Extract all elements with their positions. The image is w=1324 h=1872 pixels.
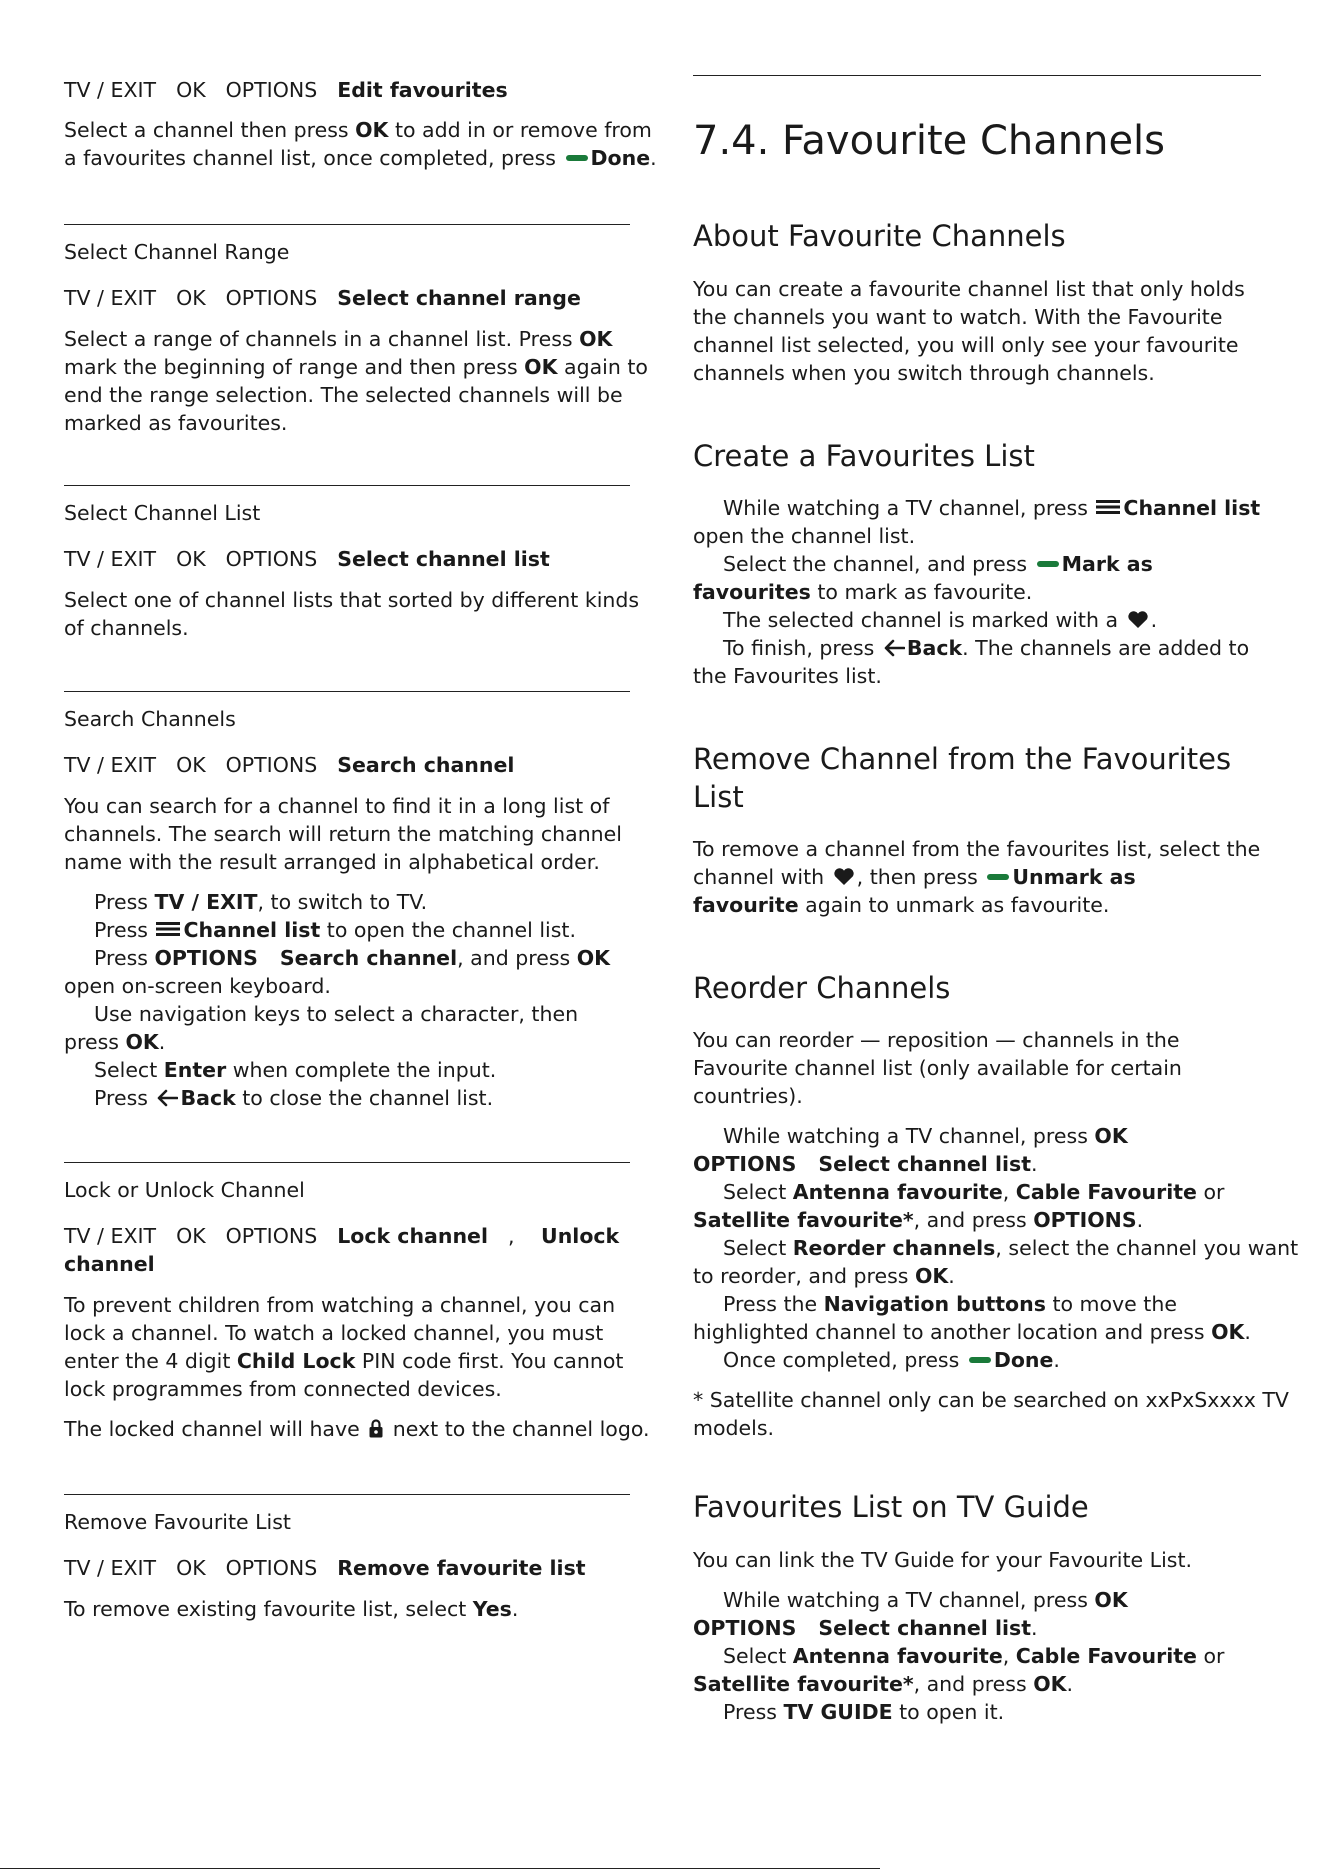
text-run: TV GUIDE (783, 1700, 893, 1724)
lock-text-1: To prevent children from watching a channel, you can (64, 1293, 616, 1317)
text-run: Reorder channels (792, 1236, 996, 1260)
text-run: to move the (1045, 1292, 1177, 1316)
text-run: Select channel list (818, 1152, 1031, 1176)
green-key-icon (969, 1357, 991, 1363)
create-step-2-cont (693, 578, 1261, 606)
remove-list-text (64, 1595, 630, 1623)
text-run: Select the channel, and press (723, 552, 1034, 576)
text-run: press (64, 1030, 126, 1054)
text-run: next to the channel logo. (386, 1417, 650, 1441)
text-run: favourites (693, 580, 811, 604)
text-run: TV / EXIT (64, 78, 157, 102)
text-run: Press (94, 890, 155, 914)
text-run: Antenna favourite (792, 1180, 1003, 1204)
search-step-4: Use navigation keys to select a character, then (94, 1002, 579, 1026)
select-list-heading: Select Channel List (64, 501, 261, 525)
text-run: Select channel range (337, 286, 581, 310)
green-key-icon (566, 155, 588, 161)
text-run: TV / EXIT (64, 286, 157, 310)
create-step-3 (693, 606, 1261, 634)
text-run: TV / EXIT (64, 753, 157, 777)
text-run: OK (1211, 1320, 1245, 1344)
text-run: TV / EXIT (154, 890, 258, 914)
text-run: OK (176, 1224, 206, 1248)
footer-rule (0, 1868, 880, 1869)
text-run: . (1031, 1616, 1038, 1640)
text-run: OPTIONS (225, 1556, 318, 1580)
text-run: Remove favourite list (337, 1556, 586, 1580)
text-run: favourite (693, 893, 799, 917)
chapter-rule (693, 75, 1261, 76)
text-run: . (511, 1597, 519, 1621)
text-run: OPTIONS (225, 1224, 318, 1248)
text-run: . (1066, 1672, 1074, 1696)
text-run: Select a range of channels in a channel list. Press (64, 327, 580, 351)
remove-text-1: To remove a channel from the favourites list, select the (693, 837, 1261, 861)
lock-text-5 (64, 1415, 650, 1443)
lock-path (64, 1222, 630, 1250)
text-run: OPTIONS (154, 946, 258, 970)
text-run: Back (906, 636, 963, 660)
text-run: OK (579, 327, 613, 351)
text-run: , then press (856, 865, 985, 889)
text-run: OK (125, 1030, 159, 1054)
text-run: OPTIONS (693, 1152, 797, 1176)
lock-heading: Lock or Unlock Channel (64, 1178, 305, 1202)
text-run: Once completed, press (723, 1348, 966, 1372)
reorder-note-2: models. (693, 1416, 775, 1440)
text-run: , and press (457, 946, 577, 970)
text-run: Satellite favourite* (693, 1672, 914, 1696)
reorder-step-5 (693, 1346, 1261, 1374)
text-run: again to (557, 355, 648, 379)
search-text-3: name with the result arranged in alphabetical order. (64, 850, 600, 874)
text-run: OPTIONS (225, 286, 318, 310)
lock-text-3 (64, 1347, 630, 1375)
search-step-2 (64, 916, 630, 944)
text-run: While watching a TV channel, press (723, 496, 1095, 520)
heart-icon (1127, 610, 1149, 629)
search-step-3 (64, 944, 630, 972)
search-step-3-cont: open on-screen keyboard. (64, 974, 331, 998)
text-run: Done (993, 1348, 1054, 1372)
lock-text-2: lock a channel. To watch a locked channel, you must (64, 1321, 604, 1345)
text-run: OK (524, 355, 558, 379)
text-run: . (158, 1030, 166, 1054)
divider (64, 1162, 630, 1163)
about-text-4: channels when you switch through channels. (693, 361, 1155, 385)
text-run: While watching a TV channel, press (723, 1588, 1095, 1612)
search-step-1 (64, 888, 630, 916)
select-list-text-1: Select one of channel lists that sorted by different kinds (64, 588, 640, 612)
search-text-1: You can search for a channel to find it in a long list of (64, 794, 610, 818)
search-step-6 (64, 1084, 630, 1112)
text-run: , (508, 1224, 522, 1248)
select-range-heading: Select Channel Range (64, 240, 290, 264)
select-range-text-3: end the range selection. The selected channels will be (64, 383, 623, 407)
text-run: , and press (913, 1672, 1034, 1696)
tvguide-step-3 (693, 1698, 1261, 1726)
tvguide-step-2 (693, 1642, 1261, 1670)
select-range-text-2 (64, 353, 648, 381)
text-run: Press (94, 946, 155, 970)
menu-list-icon (156, 921, 180, 937)
tvguide-heading: Favourites List on TV Guide (693, 1490, 1089, 1524)
text-run: Unmark as (1012, 865, 1136, 889)
text-run: OK (576, 946, 611, 970)
text-run: While watching a TV channel, press (723, 1124, 1095, 1148)
text-run: Channel list (1123, 496, 1261, 520)
reorder-text-2: Favourite channel list (only available for certain (693, 1056, 1182, 1080)
reorder-text-3: countries). (693, 1084, 803, 1108)
remove-heading-1: Remove Channel from the Favourites (693, 742, 1232, 776)
text-run: Press (94, 918, 155, 942)
text-run: . (948, 1264, 955, 1288)
lock-icon (369, 1418, 383, 1438)
select-list-text-2: of channels. (64, 616, 189, 640)
text-run: , and press (913, 1208, 1034, 1232)
text-run: OK (914, 1264, 949, 1288)
text-run: Unlock (541, 1224, 620, 1248)
create-heading: Create a Favourites List (693, 439, 1035, 473)
back-arrow-icon (883, 639, 905, 657)
text-run: Select channel list (818, 1616, 1031, 1640)
about-heading: About Favourite Channels (693, 219, 1066, 253)
text-run: Lock channel (337, 1224, 488, 1248)
text-run: . (650, 146, 657, 170)
remove-text-3 (693, 891, 1261, 919)
back-arrow-icon (156, 1089, 178, 1107)
create-step-4-cont: the Favourites list. (693, 664, 882, 688)
text-run: Select a channel then press (64, 118, 356, 142)
text-run: OK (1094, 1588, 1128, 1612)
text-run: mark the beginning of range and then press (64, 355, 525, 379)
text-run: OK (1033, 1672, 1067, 1696)
text-run: To remove existing favourite list, select (64, 1597, 473, 1621)
search-step-4-cont (64, 1028, 630, 1056)
create-step-1 (693, 494, 1261, 522)
text-run: to close the channel list. (235, 1086, 494, 1110)
text-run: Back (180, 1086, 236, 1110)
text-run: , select the channel you want (995, 1236, 1299, 1260)
lock-text-4: lock programmes from connected devices. (64, 1377, 502, 1401)
text-run: OK (176, 1556, 206, 1580)
search-path (64, 751, 630, 779)
search-text-2: channels. The search will return the matching channel (64, 822, 622, 846)
text-run: Antenna favourite (792, 1644, 1003, 1668)
divider (64, 691, 630, 692)
divider (64, 224, 630, 225)
divider (64, 1494, 630, 1495)
select-range-text-1 (64, 325, 630, 353)
edit-favourites-text-1 (64, 116, 652, 144)
text-run: Cable Favourite (1015, 1180, 1197, 1204)
reorder-step-1 (693, 1122, 1261, 1150)
text-run: OPTIONS (1033, 1208, 1137, 1232)
menu-list-icon (1096, 499, 1120, 515)
text-run: channel with (693, 865, 831, 889)
text-run: to open the channel list. (320, 918, 576, 942)
text-run: OK (176, 547, 206, 571)
text-run: to open it. (892, 1700, 1005, 1724)
text-run: OPTIONS (225, 547, 318, 571)
create-step-2 (693, 550, 1261, 578)
text-run: or (1196, 1644, 1225, 1668)
heart-icon (833, 867, 855, 886)
text-run: The selected channel is marked with a (723, 608, 1125, 632)
text-run: OPTIONS (693, 1616, 797, 1640)
reorder-step-3-cont (693, 1262, 1261, 1290)
text-run: . (1244, 1320, 1251, 1344)
text-run: Select (723, 1644, 793, 1668)
text-run: OK (355, 118, 389, 142)
text-run: or (1196, 1180, 1225, 1204)
reorder-step-1-cont (693, 1150, 1261, 1178)
text-run: PIN code first. You cannot (355, 1349, 624, 1373)
text-run: OK (176, 753, 206, 777)
tvguide-step-2-cont (693, 1670, 1261, 1698)
lock-path-cont: channel (64, 1252, 155, 1276)
text-run: TV / EXIT (64, 1224, 157, 1248)
reorder-step-2 (693, 1178, 1261, 1206)
edit-favourites-text-2 (64, 144, 657, 172)
text-run: Enter (163, 1058, 227, 1082)
text-run: Select (94, 1058, 164, 1082)
create-step-1-cont: open the channel list. (693, 524, 916, 548)
text-run: Channel list (183, 918, 321, 942)
green-key-icon (987, 874, 1009, 880)
green-key-icon (1037, 561, 1059, 567)
text-run: Edit favourites (337, 78, 508, 102)
text-run: The locked channel will have (64, 1417, 367, 1441)
text-run: . (1150, 608, 1158, 632)
reorder-note-1: * Satellite channel only can be searched on xxPxSxxxx TV (693, 1388, 1289, 1412)
text-run: OK (1094, 1124, 1128, 1148)
search-heading: Search Channels (64, 707, 236, 731)
tvguide-text-1: You can link the TV Guide for your Favourite List. (693, 1548, 1192, 1572)
text-run: Search channel (279, 946, 458, 970)
text-run: Press (94, 1086, 155, 1110)
text-run: again to unmark as favourite. (798, 893, 1110, 917)
text-run: OPTIONS (225, 753, 318, 777)
text-run: a favourites channel list, once completed, press (64, 146, 563, 170)
text-run: to add in or remove from (388, 118, 652, 142)
remove-list-path (64, 1554, 630, 1582)
text-run: enter the 4 digit (64, 1349, 237, 1373)
reorder-step-4 (693, 1290, 1261, 1318)
text-run: To finish, press (723, 636, 881, 660)
text-run: . (1136, 1208, 1144, 1232)
text-run: Mark as (1061, 552, 1153, 576)
text-run: Satellite favourite* (693, 1208, 914, 1232)
text-run: Select (723, 1236, 793, 1260)
text-run: when complete the input. (226, 1058, 497, 1082)
search-step-5 (64, 1056, 630, 1084)
text-run: to reorder, and press (693, 1264, 915, 1288)
select-range-text-4: marked as favourites. (64, 411, 288, 435)
text-run: Press (723, 1700, 784, 1724)
reorder-text-1: You can reorder — reposition — channels in the (693, 1028, 1180, 1052)
reorder-heading: Reorder Channels (693, 971, 951, 1005)
text-run: Select channel list (337, 547, 550, 571)
text-run: Navigation buttons (823, 1292, 1046, 1316)
text-run: Cable Favourite (1015, 1644, 1197, 1668)
text-run: TV / EXIT (64, 1556, 157, 1580)
about-text-2: the channels you want to watch. With the Favourite (693, 305, 1223, 329)
divider (64, 485, 630, 486)
tvguide-step-1 (693, 1586, 1261, 1614)
reorder-step-3 (693, 1234, 1299, 1262)
remove-list-heading: Remove Favourite List (64, 1510, 291, 1534)
text-run: OK (176, 286, 206, 310)
text-run: Search channel (337, 753, 515, 777)
reorder-step-2-cont (693, 1206, 1261, 1234)
about-text-3: channel list selected, you will only see your favourite (693, 333, 1239, 357)
text-run: OPTIONS (225, 78, 318, 102)
create-step-4 (693, 634, 1261, 662)
text-run: , (1002, 1180, 1016, 1204)
text-run: to mark as favourite. (810, 580, 1033, 604)
remove-heading-2: List (693, 780, 744, 814)
tvguide-step-1-cont (693, 1614, 1261, 1642)
select-range-path (64, 284, 630, 312)
text-run: TV / EXIT (64, 547, 157, 571)
remove-text-2 (693, 863, 1261, 891)
text-run: Press the (723, 1292, 824, 1316)
text-run: , to switch to TV. (257, 890, 428, 914)
text-run: Child Lock (236, 1349, 356, 1373)
text-run: Yes (472, 1597, 512, 1621)
text-run: . The channels are added to (962, 636, 1250, 660)
text-run: . (1053, 1348, 1060, 1372)
text-run: , (1002, 1644, 1016, 1668)
chapter-title: 7.4. Favourite Channels (693, 118, 1166, 164)
text-run: highlighted channel to another location and press (693, 1320, 1212, 1344)
edit-favourites-path (64, 76, 630, 104)
text-run: . (1031, 1152, 1038, 1176)
text-run: Done (590, 146, 651, 170)
select-list-path (64, 545, 630, 573)
reorder-step-4-cont (693, 1318, 1261, 1346)
about-text-1: You can create a favourite channel list that only holds (693, 277, 1245, 301)
text-run: OK (176, 78, 206, 102)
text-run: Select (723, 1180, 793, 1204)
